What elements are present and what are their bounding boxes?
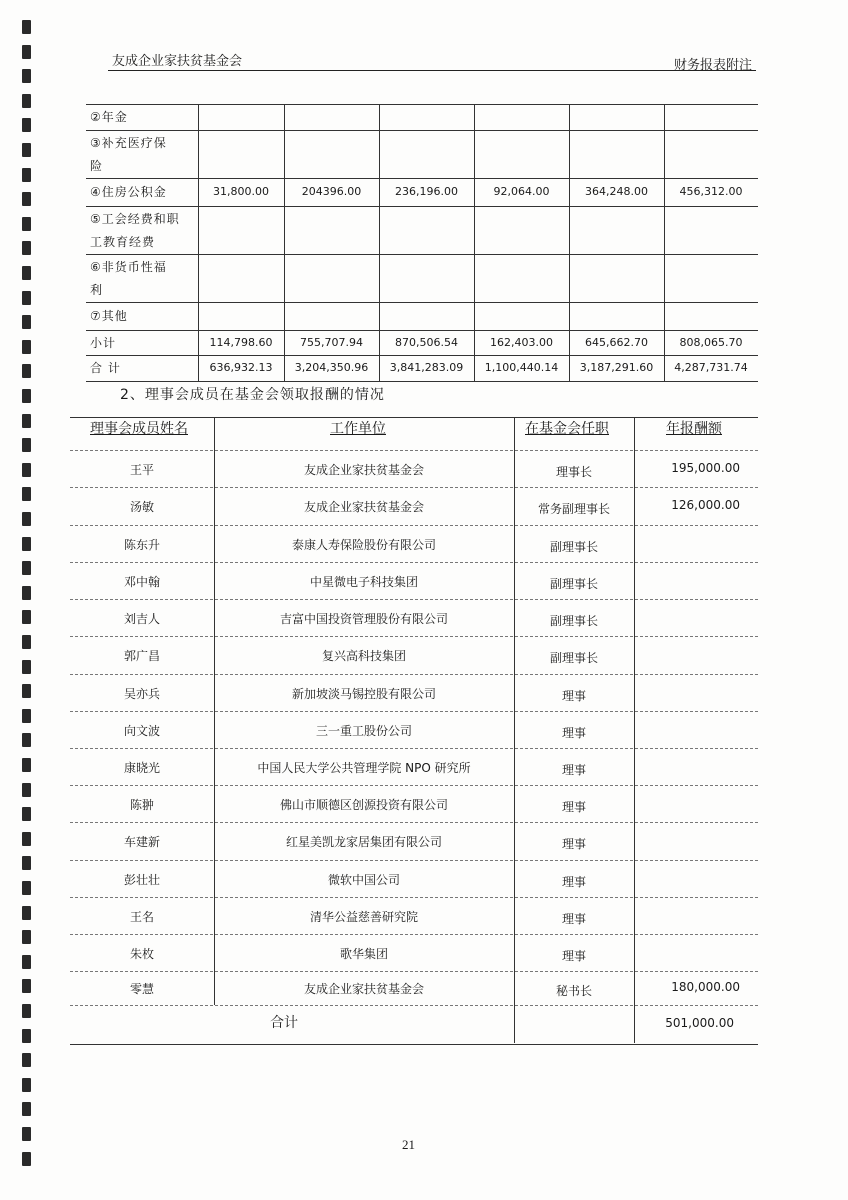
binding-hole [22,1004,31,1018]
member-name: 王名 [129,909,154,924]
binding-hole [22,20,31,34]
row-separator [70,860,758,861]
row-separator [70,748,758,749]
row-separator [70,636,758,637]
page-number: 21 [402,1137,415,1152]
row-separator [70,785,758,786]
row-separator [70,934,758,935]
binding-hole [22,1127,31,1141]
member-unit: 歌华集团 [339,946,388,961]
binding-hole [22,1053,31,1067]
value-cell: 456,312.00 [679,185,743,198]
row-separator [70,897,758,898]
member-name: 零慧 [129,982,154,996]
value-cell: 755,707.94 [300,335,363,349]
binding-hole [22,364,31,378]
table-rule [86,330,758,331]
binding-hole [22,906,31,920]
binding-hole [22,1152,31,1166]
binding-hole [22,807,31,821]
binding-hole [22,487,31,501]
row-separator [70,971,758,972]
binding-hole [22,537,31,551]
member-name: 陈翀 [129,797,154,812]
binding-hole [22,586,31,600]
binding-hole [22,143,31,157]
binding-hole [22,561,31,575]
member-role: 理事 [561,911,586,926]
binding-hole [22,1102,31,1116]
column-header: 年报酬额 [666,421,722,437]
row-label: 工教育经费 [90,235,156,249]
value-cell: 31,800.00 [213,185,269,198]
row-label: 合 计 [90,361,121,375]
row-label: ⑤工会经费和职 [90,212,180,226]
value-cell: 1,100,440.14 [484,361,559,374]
value-cell: 204396.00 [301,185,362,198]
value-cell: 870,506.54 [395,335,458,349]
binding-hole [22,1078,31,1092]
member-name: 邓中翰 [123,574,160,589]
row-separator [70,599,758,600]
binding-hole [22,979,31,993]
binding-hole [22,414,31,428]
value-cell: 808,065.70 [679,335,743,349]
row-label: ③补充医疗保 [90,136,167,150]
table-rule [70,1044,758,1045]
binding-hole [22,512,31,526]
member-unit: 微软中国公司 [327,872,400,887]
value-cell: 3,187,291.60 [579,361,654,374]
row-separator [70,487,758,488]
header-organization: 友成企业家扶贫基金会 [112,54,243,69]
binding-hole [22,635,31,649]
member-name: 彭壮壮 [123,872,160,887]
binding-hole [22,881,31,895]
member-unit: 吉富中国投资管理股份有限公司 [279,611,448,626]
binding-hole [22,340,31,354]
binding-hole [22,69,31,83]
row-separator [70,1005,758,1006]
value-cell: 236,196.00 [395,185,458,198]
binding-hole [22,291,31,305]
row-label: ⑦其他 [90,309,128,323]
binding-hole [22,438,31,452]
section-title: 2、理事会成员在基金会领取报酬的情况 [120,387,385,403]
total-label: 合计 [270,1015,298,1031]
binding-hole [22,118,31,132]
binding-hole [22,684,31,698]
member-role: 理事长 [555,464,592,479]
header-rule [108,70,756,71]
binding-hole [22,241,31,255]
table-rule [86,302,758,303]
binding-hole [22,832,31,846]
table-rule [86,206,758,207]
row-label: ⑥非货币性福 [90,260,167,274]
row-label: 险 [90,159,104,173]
binding-hole [22,856,31,870]
member-role: 理事 [561,837,586,851]
member-name: 郭广昌 [123,649,160,663]
binding-hole [22,463,31,477]
binding-hole [22,660,31,674]
binding-hole [22,94,31,108]
value-cell: 114,798.60 [209,335,273,349]
value-cell: 162,403.00 [490,335,553,349]
member-unit: 友成企业家扶贫基金会 [303,982,424,996]
binding-hole [22,45,31,59]
binding-hole [22,955,31,969]
member-role: 理事 [561,948,586,963]
member-role: 理事 [561,799,586,814]
row-label: 小计 [90,335,117,350]
member-role: 副理事长 [549,576,598,591]
table-rule [86,130,758,131]
binding-hole [22,930,31,944]
value-cell: 364,248.00 [585,185,648,198]
header-document-title: 财务报表附注 [673,58,752,73]
member-role: 理事 [561,762,586,777]
member-role: 副理事长 [549,613,598,628]
member-pay: 180,000.00 [671,980,740,994]
member-unit: 中国人民大学公共管理学院 NPO 研究所 [257,760,471,775]
column-header: 理事会成员姓名 [90,421,188,437]
member-unit: 红星美凯龙家居集团有限公司 [285,835,442,849]
member-pay: 126,000.00 [671,498,740,512]
member-name: 朱枚 [129,946,154,961]
row-separator [70,525,758,526]
row-separator [70,674,758,675]
binding-hole [22,758,31,772]
member-unit: 友成企业家扶贫基金会 [303,462,424,477]
value-cell: 92,064.00 [493,185,550,198]
member-role: 理事 [561,874,586,889]
value-cell: 3,204,350.96 [294,361,369,374]
member-unit: 泰康人寿保险股份有限公司 [291,537,436,552]
row-separator [70,822,758,823]
binding-hole [22,266,31,280]
member-name: 车建新 [123,835,160,849]
member-name: 王平 [129,462,154,477]
member-name: 陈东升 [123,537,160,552]
value-cell: 636,932.13 [209,361,273,374]
member-unit: 复兴高科技集团 [321,649,406,663]
binding-holes [22,20,36,1190]
row-label: 利 [90,283,104,297]
member-unit: 中星微电子科技集团 [309,574,418,589]
member-role: 副理事长 [549,651,598,665]
binding-hole [22,389,31,403]
binding-hole [22,217,31,231]
table-rule [70,450,758,451]
table-rule [86,254,758,255]
member-unit: 三一重工股份公司 [315,723,412,738]
column-header: 工作单位 [330,421,386,437]
member-name: 汤敏 [129,500,154,514]
member-name: 吴亦兵 [123,686,160,701]
member-unit: 新加坡淡马锡控股有限公司 [291,686,436,701]
member-pay: 195,000.00 [671,460,740,475]
binding-hole [22,168,31,182]
binding-hole [22,192,31,206]
binding-hole [22,1029,31,1043]
member-role: 理事 [561,725,586,740]
member-name: 向文波 [123,723,160,738]
binding-hole [22,709,31,723]
row-label: ④住房公积金 [90,185,167,199]
member-unit: 佛山市顺德区创源投资有限公司 [279,797,448,812]
row-separator [70,562,758,563]
member-unit: 友成企业家扶贫基金会 [303,500,424,514]
member-role: 秘书长 [555,984,592,998]
table-rule [86,104,758,105]
binding-hole [22,610,31,624]
member-role: 常务副理事长 [537,502,610,516]
value-cell: 4,287,731.74 [674,361,748,374]
member-name: 康晓光 [123,760,160,775]
table-column-rule [514,1005,515,1043]
total-pay: 501,000.00 [665,1016,734,1030]
value-cell: 3,841,283.09 [389,361,464,374]
row-separator [70,711,758,712]
binding-hole [22,783,31,797]
member-name: 刘吉人 [123,611,160,626]
table-rule [86,381,758,382]
value-cell: 645,662.70 [585,335,648,349]
table-rule [86,355,758,356]
member-role: 副理事长 [549,539,598,554]
table-rule [86,178,758,179]
row-label: ②年金 [90,110,128,124]
member-role: 理事 [561,688,586,703]
column-header: 在基金会任职 [525,421,609,437]
binding-hole [22,315,31,329]
member-unit: 清华公益慈善研究院 [309,909,418,924]
binding-hole [22,733,31,747]
